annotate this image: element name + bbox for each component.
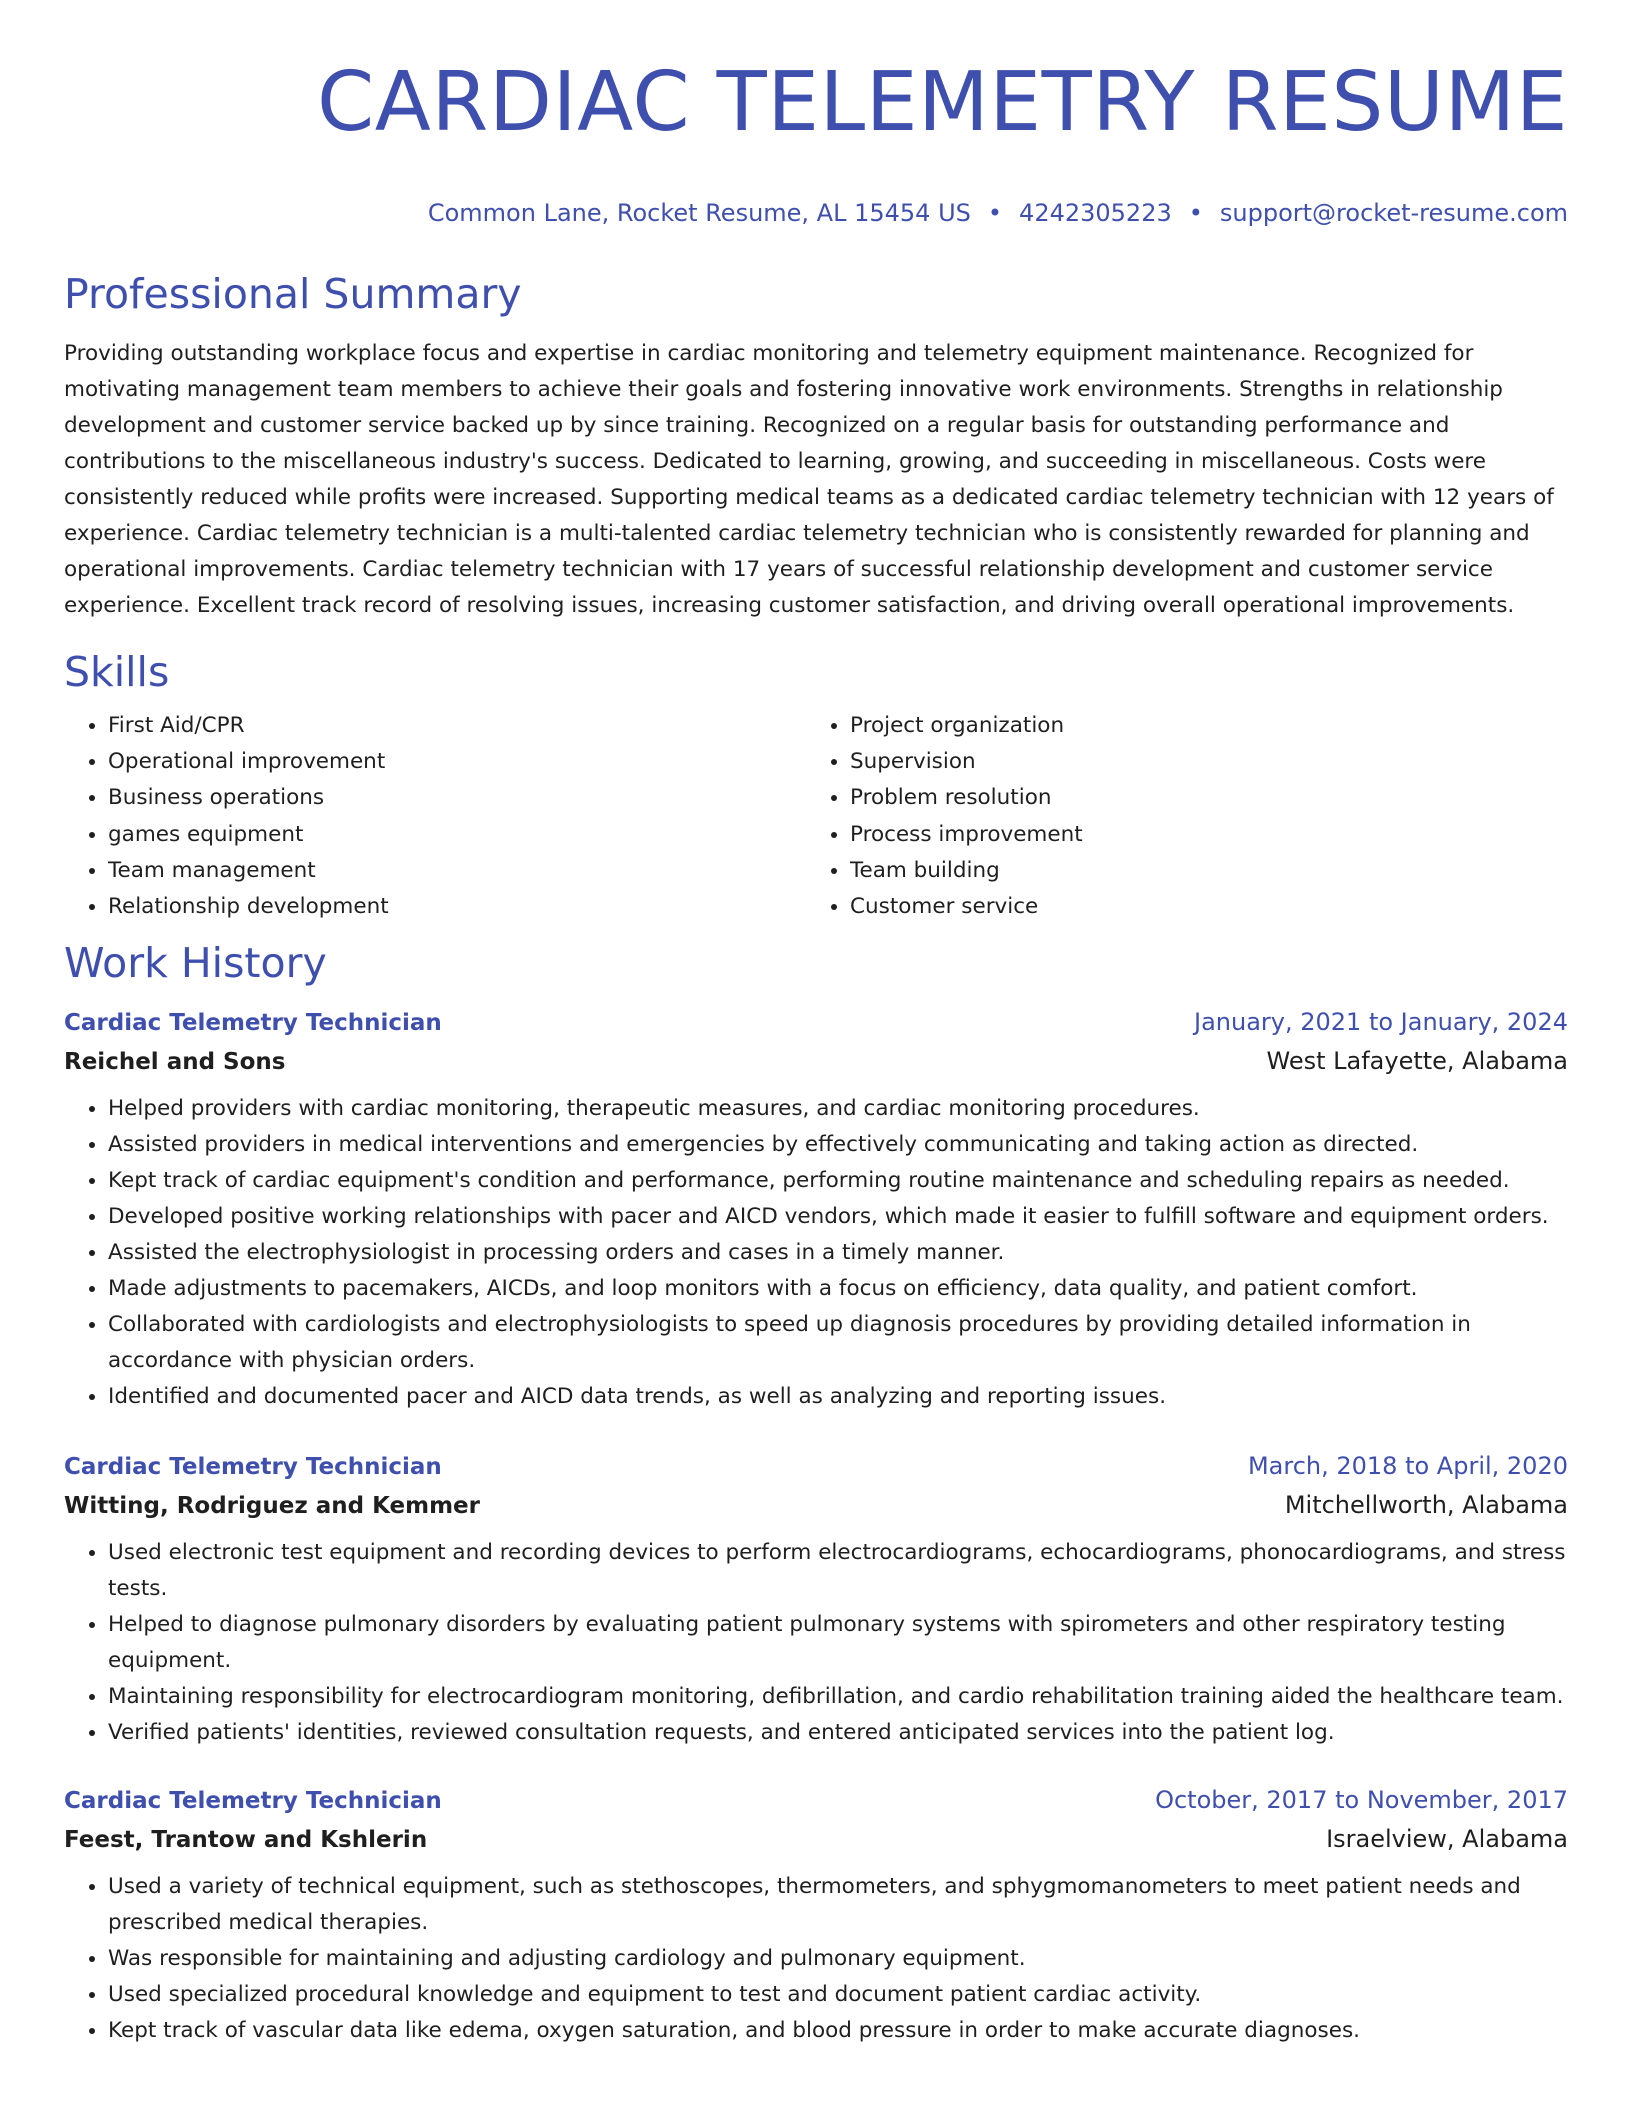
skills-left-list [64,708,806,925]
skills-columns [64,708,1568,925]
job-entry [64,1781,1568,2049]
skill-item: • Problem resolution [850,780,1548,816]
skill-item: • Customer service [850,889,1548,925]
job-company: Witting, Rodriguez and Kemmer [64,1493,480,1520]
job-subheader [64,1042,1568,1081]
job-entry [64,1003,1568,1415]
job-title: Cardiac Telemetry Technician [64,1454,442,1481]
job-bullet: • Verified patients' identities, reviewed consultation requests, and entered anticipated services into the patient log. [108,1715,1568,1751]
job-bullet: • Used a variety of technical equipment, such as stethoscopes, thermometers, and sphygmomanometers to meet patient needs and prescribed medical therapies. [108,1869,1568,1941]
skill-item: • First Aid/CPR [108,708,806,744]
summary-heading: Professional Summary [64,270,522,318]
job-bullet: • Identified and documented pacer and AICD data trends, as well as analyzing and reporting issues. [108,1379,1568,1415]
job-bullet: • Assisted the electrophysiologist in processing orders and cases in a timely manner. [108,1235,1568,1271]
job-location: West Lafayette, Alabama [1266,1047,1568,1076]
job-subheader [64,1486,1568,1525]
job-bullet: • Collaborated with cardiologists and electrophysiologists to speed up diagnosis procedures by providing detailed information in accordance with physician orders. [108,1307,1568,1379]
skills-heading: Skills [64,648,170,696]
skill-item: • games equipment [108,817,806,853]
skill-item: • Team building [850,853,1548,889]
work-history-heading: Work History [64,939,327,988]
contact-phone: 4242305223 [1019,199,1172,227]
job-bullet: • Assisted providers in medical interventions and emergencies by effectively communicating and taking action as directed. [108,1127,1568,1163]
job-bullet: • Helped to diagnose pulmonary disorders by evaluating patient pulmonary systems with spirometers and other respiratory testing equipment. [108,1607,1568,1679]
job-entry [64,1447,1568,1751]
job-bullet: • Developed positive working relationships with pacer and AICD vendors, which made it easier to fulfill software and equipment orders. [108,1199,1568,1235]
contact-address: Common Lane, Rocket Resume, AL 15454 US [427,199,971,227]
skills-section [64,648,1568,925]
job-company: Reichel and Sons [64,1049,286,1076]
resume-header [64,0,1568,228]
summary-text: Providing outstanding workplace focus and expertise in cardiac monitoring and telemetry equipment maintenance. Recognized for motivating management team members to achieve their goals and fostering innovative work environments. Strengths in relationship development and customer service backed up by since training. Recognized on a regular basis for outstanding performance and contributions to the miscellaneous industry's success. Dedicated to learning, growing, and succeeding in miscellaneous. Costs were consistently reduced while profits were increased. Supporting medical teams as a dedicated cardiac telemetry technician with 12 years of experience. Cardiac telemetry technician is a multi-talented cardiac telemetry technician who is consistently rewarded for planning and operational improvements. Cardiac telemetry technician with 17 years of successful relationship development and customer service experience. Excellent track record of resolving issues, increasing customer satisfaction, and driving overall operational improvements. [64,341,1554,618]
contact-email: support@rocket-resume.com [1219,199,1568,227]
skill-item: • Business operations [108,780,806,816]
job-bullets [64,1091,1568,1415]
resume-title: CARDIAC TELEMETRY RESUME [317,55,1568,150]
job-header [64,1447,1568,1486]
job-title: Cardiac Telemetry Technician [64,1010,442,1037]
job-bullet: • Maintaining responsibility for electrocardiogram monitoring, defibrillation, and cardio rehabilitation training aided the healthcare team. [108,1679,1568,1715]
job-dates: March, 2018 to April, 2020 [1247,1452,1568,1481]
job-bullet: • Kept track of vascular data like edema, oxygen saturation, and blood pressure in order to make accurate diagnoses. [108,2013,1568,2049]
skills-right-list [806,708,1548,925]
skill-item: • Operational improvement [108,744,806,780]
job-subheader [64,1820,1568,1859]
job-bullets [64,1535,1568,1751]
job-dates: January, 2021 to January, 2024 [1194,1008,1568,1037]
job-bullet: • Was responsible for maintaining and adjusting cardiology and pulmonary equipment. [108,1941,1568,1977]
job-bullet: • Used specialized procedural knowledge and equipment to test and document patient cardiac activity. [108,1977,1568,2013]
job-location: Mitchellworth, Alabama [1284,1491,1568,1520]
contact-line [64,198,1568,228]
contact-separator: • [987,199,1003,227]
job-company: Feest, Trantow and Kshlerin [64,1827,428,1854]
job-bullet: • Helped providers with cardiac monitoring, therapeutic measures, and cardiac monitoring procedures. [108,1091,1568,1127]
job-dates: October, 2017 to November, 2017 [1155,1786,1568,1815]
job-title: Cardiac Telemetry Technician [64,1788,442,1815]
job-bullets [64,1869,1568,2049]
job-bullet: • Made adjustments to pacemakers, AICDs, and loop monitors with a focus on efficiency, data quality, and patient comfort. [108,1271,1568,1307]
job-bullet: • Used electronic test equipment and recording devices to perform electrocardiograms, echocardiograms, phonocardiograms, and stress tests. [108,1535,1568,1607]
job-location: Israelview, Alabama [1326,1825,1568,1854]
contact-separator: • [1188,199,1203,227]
job-header [64,1781,1568,1820]
work-history-section [64,939,1568,2049]
job-bullet: • Kept track of cardiac equipment's condition and performance, performing routine maintenance and scheduling repairs as needed. [108,1163,1568,1199]
skill-item: • Project organization [850,708,1548,744]
skill-item: • Process improvement [850,817,1548,853]
skill-item: • Relationship development [108,889,806,925]
skill-item: • Team management [108,853,806,889]
skill-item: • Supervision [850,744,1548,780]
summary-section [64,270,1568,624]
job-header [64,1003,1568,1042]
